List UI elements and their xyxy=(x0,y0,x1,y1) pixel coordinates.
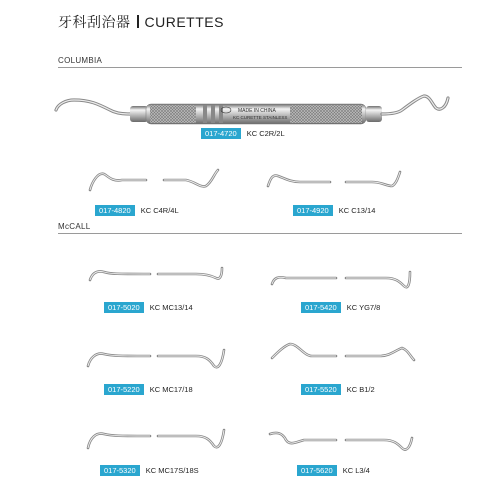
product-name: KC C13/14 xyxy=(338,206,376,215)
title-english: CURETTES xyxy=(144,14,224,30)
product-name: KC B1/2 xyxy=(346,385,375,394)
product-name: KC C2R/2L xyxy=(246,129,285,138)
product-code: 017-4820 xyxy=(95,205,135,216)
product-name: KC MC13/14 xyxy=(149,303,193,312)
product-code: 017-4720 xyxy=(201,128,241,139)
engraving-line-1: MADE IN CHINA xyxy=(238,108,276,114)
product-code: 017-5520 xyxy=(301,384,341,395)
product-name: KC YG7/8 xyxy=(346,303,381,312)
section-label-columbia: COLUMBIA xyxy=(58,56,103,65)
product-code: 017-4920 xyxy=(293,205,333,216)
title-chinese: 牙科刮治器 xyxy=(58,14,131,30)
product-name: KC C4R/4L xyxy=(140,206,179,215)
section-label-mccall: McCALL xyxy=(58,222,91,231)
product-code: 017-5420 xyxy=(301,302,341,313)
product-name: KC MC17S/18S xyxy=(145,466,199,475)
product-name: KC L3/4 xyxy=(342,466,370,475)
product-code: 017-5320 xyxy=(100,465,140,476)
product-code: 017-5620 xyxy=(297,465,337,476)
engraving-line-2: KC CURETTE STAINLESS xyxy=(233,115,288,120)
product-label-5620 xyxy=(297,465,370,476)
product-code: 017-5220 xyxy=(104,384,144,395)
product-code: 017-5020 xyxy=(104,302,144,313)
product-name: KC MC17/18 xyxy=(149,385,193,394)
